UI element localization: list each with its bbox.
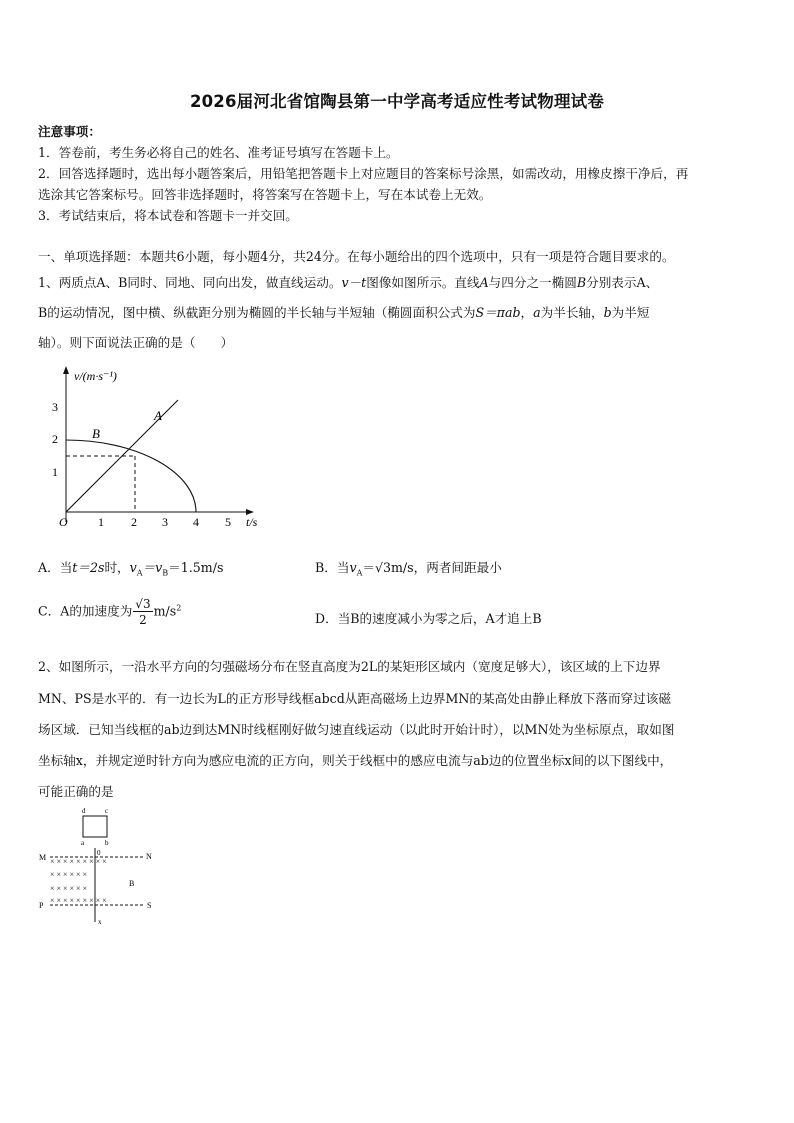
q1-line-1: 1、两质点A、B同时、同地、同向出发，做直线运动。v－t图像如图所示。直线A与四分之一椭圆B分别表示A、 [38, 275, 659, 290]
label-b: b [105, 839, 109, 847]
x-tick-5: 5 [225, 515, 231, 529]
cross: × × × × × × × × × [50, 896, 107, 905]
wire-frame-abcd [83, 816, 107, 837]
y-tick-3: 3 [52, 400, 58, 414]
q2-line-3: 场区域．已知当线框的ab边到达MN时线框刚好做匀速直线运动（以此时开始计时），以MN处为坐标原点，取如图 [38, 722, 675, 737]
q1-option-b: B．当$v_A=√3m/s$，两者间距最小 [315, 560, 502, 578]
label-S: S [147, 901, 152, 910]
label-N: N [146, 852, 152, 861]
q1-option-a: A．当t＝2s时，$v_A=v_B=1.5m/s$ [38, 560, 224, 578]
cross: × × × × × × [50, 870, 88, 879]
notice-item-1: 1．答卷前，考生务必将自己的姓名、准考证号填写在答题卡上。 [38, 145, 399, 160]
y-axis-arrow [63, 366, 69, 374]
label-B-field: B [129, 879, 135, 888]
section-heading: 一、单项选择题：本题共6小题，每小题4分，共24分。在每小题给出的四个选项中，只有一项是符合题目要求的。 [38, 249, 675, 264]
q1-line-2: B的运动情况，图中横、纵截距分别为椭圆的半长轴与半短轴（椭圆面积公式为S＝πab，a为半长轴，b为半短 [38, 305, 650, 320]
x-tick-1: 1 [98, 515, 104, 529]
q2-line-5: 可能正确的是 [38, 784, 114, 799]
notice-item-2-cont: 选涂其它答案标号。回答非选择题时，将答案写在答题卡上，写在本试卷上无效。 [38, 187, 492, 202]
cross: × × × × × × × × × [50, 857, 107, 866]
q2-line-1: 2、如图所示，一沿水平方向的匀强磁场分布在竖直高度为2L的某矩形区域内（宽度足够大），该区域的上下边界 [38, 659, 661, 674]
label-P: P [39, 901, 44, 910]
label-M: M [39, 853, 47, 862]
cross: × × × × × × [50, 884, 88, 893]
q2-magnetic-field-figure [36, 804, 166, 928]
notice-heading: 注意事项： [38, 124, 101, 139]
q1-line-3: 轴）。则下面说法正确的是（ ） [38, 335, 234, 350]
x-tick-2: 2 [131, 515, 137, 529]
q1-vt-graph [40, 362, 280, 534]
notice-item-3: 3．考试结束后，将本试卷和答题卡一并交回。 [38, 208, 298, 223]
label-B: B [92, 426, 100, 441]
label-d: d [82, 807, 86, 815]
x-axis-label: x [98, 918, 102, 926]
field-crosses [50, 857, 107, 905]
x-tick-3: 3 [162, 515, 168, 529]
page-title: 2026届河北省馆陶县第一中学高考适应性考试物理试卷 [189, 92, 605, 111]
notice-item-2: 2．回答选择题时，选出每小题答案后，用铅笔把答题卡上对应题目的答案标号涂黑，如需改动，用橡皮擦干净后，再 [38, 166, 689, 181]
label-c: c [105, 807, 109, 815]
q2-line-2: MN、PS是水平的．有一边长为L的正方形导线框abcd从距高磁场上边界MN的某高处由静止释放下落而穿过该磁 [38, 691, 671, 706]
q1-option-c: C．A的加速度为 $\frac{√3}{2}$ $m/s^2$ [38, 597, 182, 627]
label-a: a [81, 839, 85, 847]
x-tick-4: 4 [193, 515, 199, 529]
q1-option-d: D．当B的速度减小为零之后，A才追上B [315, 611, 542, 626]
fraction: $\frac{√3}{2}$ [135, 597, 151, 627]
x-axis-label: t/s [246, 515, 258, 529]
y-tick-1: 1 [52, 465, 58, 479]
origin-label: 0 [97, 849, 101, 857]
y-tick-2: 2 [52, 432, 58, 446]
origin-label: O [59, 515, 68, 529]
y-axis-label: v/(m·s⁻¹) [74, 369, 117, 383]
label-A: A [154, 408, 162, 423]
q2-line-4: 坐标轴x，并规定逆时针方向为感应电流的正方向，则关于线框中的感应电流与ab边的位置坐标x间的以下图线中， [38, 753, 673, 768]
ellipse-B [66, 440, 196, 512]
